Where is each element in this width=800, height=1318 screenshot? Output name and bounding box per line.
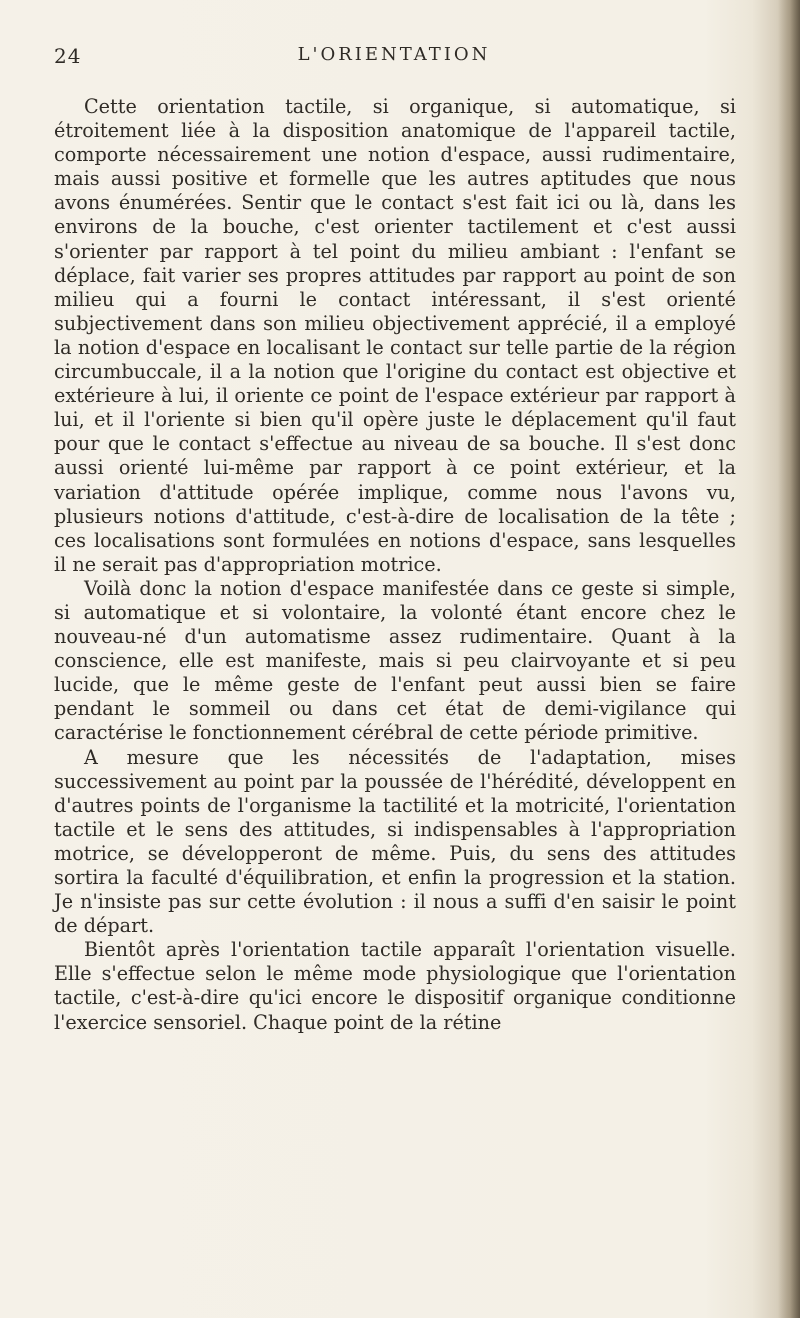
running-head <box>54 44 734 72</box>
body-text <box>54 95 736 1035</box>
paragraph-4: Bientôt après l'orientation tactile apparaît l'orientation visuelle. Elle s'effectue selon le même mode physiologique que l'orientation tactile, c'est-à-dire qu'ici encore le dispositif organique conditionne l'exercice sensoriel. Chaque point de la rétine <box>54 938 736 1034</box>
page-edge-shadow <box>778 0 800 1318</box>
paragraph-2: Voilà donc la notion d'espace manifestée dans ce geste si simple, si automatique et si volontaire, la volonté étant encore chez le nouveau-né d'un automatisme assez rudimentaire. Quant à la conscience, elle est manifeste, mais si peu clairvoyante et si peu lucide, que le même geste de l'enfant peut aussi bien se faire pendant le sommeil ou dans cet état de demi-vigilance qui caractérise le fonctionnement cérébral de cette période primitive. <box>54 576 736 745</box>
page-number: 24 <box>54 44 82 68</box>
paragraph-3: A mesure que les nécessités de l'adaptation, mises successivement au point par la poussée de l'hérédité, développent en d'autres points de l'organisme la tactilité et la motricité, l'orientation tactile et le sens des attitudes, si indispensables à l'appropriation motrice, se développeront de même. Puis, du sens des attitudes sortira la faculté d'équilibration, et enfin la progression et la station. Je n'insiste pas sur cette évolution : il nous a suffi d'en saisir le point de départ. <box>54 745 736 938</box>
running-title: L'ORIENTATION <box>297 44 491 65</box>
paragraph-1: Cette orientation tactile, si organique, si automatique, si étroitement liée à la disposition anatomique de l'appareil tactile, comporte nécessairement une notion d'espace, aussi rudimentaire, mais aussi positive et formelle que les autres aptitudes que nous avons énumérées. Sentir que le contact s'est fait ici ou là, dans les environs de la bouche, c'est orienter tactilement et c'est aussi s'orienter par rapport à tel point du milieu ambiant : l'enfant se déplace, fait varier ses propres attitudes par rapport au point de son milieu qui a fourni le contact intéressant, il s'est orienté subjectivement dans son milieu objectivement apprécié, il a employé la notion d'espace en localisant le contact sur telle partie de la région circumbuccale, il a la notion que l'origine du contact est objective et extérieure à lui, il oriente ce point de l'espace extérieur par rapport à lui, et il l'oriente si bien qu'il opère juste le déplacement qu'il faut pour que le contact s'effectue au niveau de sa bouche. Il s'est donc aussi orienté lui-même par rapport à ce point extérieur, et la variation d'attitude opérée implique, comme nous l'avons vu, plusieurs notions d'attitude, c'est-à-dire de localisation de la tête ; ces localisations sont formulées en notions d'espace, sans lesquelles il ne serait pas d'appropriation motrice. <box>54 95 736 576</box>
